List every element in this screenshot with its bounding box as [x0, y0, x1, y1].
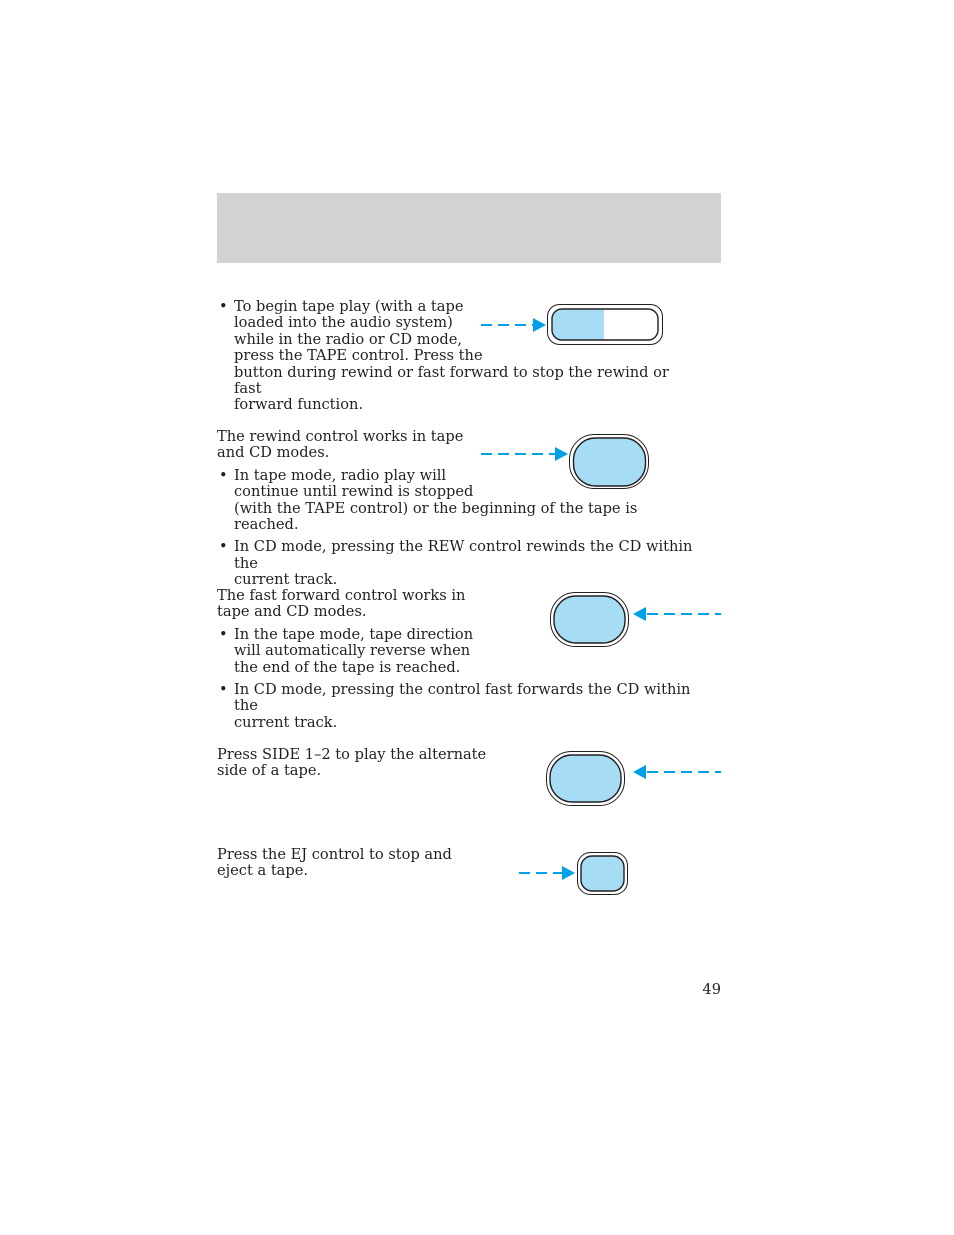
arrow-right-icon — [533, 318, 546, 332]
bullet-line: current track. — [234, 713, 338, 731]
rewind-button-illustration — [478, 432, 654, 492]
bullet-line: press the TAPE control. Press the — [234, 347, 483, 365]
eject-section — [217, 847, 517, 880]
arrow-left-icon — [633, 765, 646, 779]
rewind-intro: The rewind control works in tape and CD modes. — [217, 428, 464, 462]
section-header-band — [217, 193, 721, 263]
side-text: Press SIDE 1–2 to play the alternate side of a tape. — [217, 746, 487, 780]
bullet-line: To begin tape play (with a tape — [234, 298, 464, 315]
bullet-line: In tape mode, radio play will — [234, 466, 447, 484]
bullet-line: button during rewind or fast forward to stop the rewind or fast — [234, 363, 669, 398]
page-number: 49 — [702, 981, 721, 998]
bullet-dot: • — [219, 625, 228, 643]
side-button-inner — [550, 755, 621, 802]
tape-button-illustration — [478, 300, 668, 350]
bullet-line: current track. — [234, 571, 338, 589]
side-button-illustration — [544, 749, 724, 809]
eject-button-inner — [581, 856, 624, 891]
bullet-dot: • — [219, 298, 228, 315]
bullet-line: while in the radio or CD mode, — [234, 330, 463, 348]
side-section — [217, 747, 517, 780]
bullet-dot: • — [219, 538, 228, 556]
eject-text: Press the EJ control to stop and eject a tape. — [217, 846, 452, 880]
bullet-line: In the tape mode, tape direction — [234, 625, 474, 643]
fast-forward-bullet-2 — [217, 682, 697, 731]
tape-button-lit-half — [552, 309, 604, 340]
bullet-dot: • — [219, 466, 228, 484]
bullet-dot: • — [219, 681, 228, 699]
rewind-button-inner — [574, 438, 646, 486]
bullet-line: In CD mode, pressing the control fast forwards the CD within the — [234, 681, 691, 715]
arrow-right-icon — [562, 866, 575, 880]
bullet-line: continue until rewind is stopped — [234, 483, 474, 501]
fast-forward-button-illustration — [548, 590, 724, 650]
bullet-line: (with the TAPE control) or the beginning of the tape is reached. — [234, 499, 638, 534]
arrow-left-icon — [633, 607, 646, 621]
bullet-line: In CD mode, pressing the REW control rewinds the CD within the — [234, 538, 693, 572]
bullet-line: loaded into the audio system) — [234, 314, 453, 332]
fast-forward-intro: The fast forward control works in tape and CD modes. — [217, 587, 466, 621]
rewind-bullet-2 — [217, 539, 697, 588]
arrow-right-icon — [555, 447, 568, 461]
eject-button-illustration — [516, 850, 632, 898]
fast-forward-button-inner — [554, 596, 625, 643]
bullet-line: will automatically reverse when — [234, 642, 471, 660]
bullet-line: the end of the tape is reached. — [234, 658, 461, 676]
bullet-line: forward function. — [234, 396, 364, 414]
